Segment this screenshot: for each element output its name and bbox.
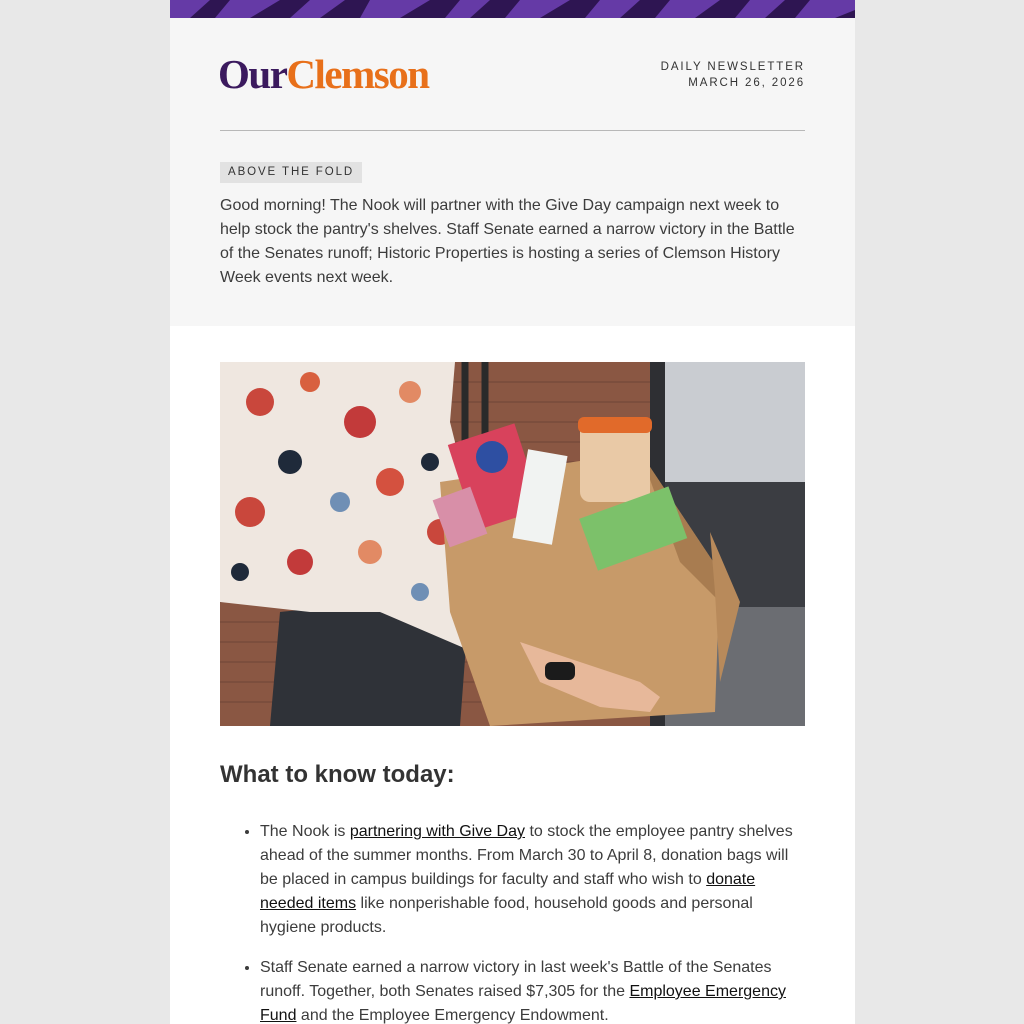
link-donate-needed-items[interactable]: donate needed items: [260, 871, 756, 912]
newsletter-meta: [661, 59, 805, 91]
news-list: [220, 820, 805, 1024]
intro-summary: Good morning! The Nook will partner with the Give Day campaign next week to help stock the pantry's shelves. Staff Senate earned a narrow victory in the Battle of the Senates runoff; Historic Properties is hosting a series of Clemson History Week events next week.: [220, 197, 795, 286]
newsletter-header: [170, 18, 855, 326]
link-partnering-with-give-day[interactable]: partnering with Give Day: [349, 823, 525, 840]
news-item-nook: • The Nook is partnering with Give Day to stock the employee pantry shelves ahead of the summer months. From March 30 to April 8, donation bags will be placed in campus buildings for faculty and staff who wish to donate needed items like nonperishable food, household goods and personal hygiene products.: [260, 820, 805, 940]
our-clemson-logo[interactable]: OurClemson: [218, 51, 429, 97]
link-employee-emergency-fund[interactable]: Employee Emergency Fund: [260, 983, 786, 1024]
newsletter-date: MARCH 26, 2026: [688, 77, 805, 89]
newsletter-kind: DAILY NEWSLETTER: [660, 61, 805, 73]
section-title: What to know today:: [220, 761, 455, 788]
top-banner-stripe: [170, 0, 855, 18]
news-item-staff-senate: • Staff Senate earned a narrow victory in last week's Battle of the Senates runoff. Together, both Senates raised $7,305 for the Employee Emergency Fund and the Employee Emergency Endowment.: [260, 956, 805, 1024]
above-the-fold-tag: ABOVE THE FOLD: [220, 162, 362, 183]
hero-image: [220, 362, 805, 726]
newsletter-body: [170, 326, 855, 1024]
newsletter-email: [170, 0, 855, 1024]
header-divider: [220, 130, 805, 131]
zebra-stripe-pattern: [170, 0, 855, 18]
